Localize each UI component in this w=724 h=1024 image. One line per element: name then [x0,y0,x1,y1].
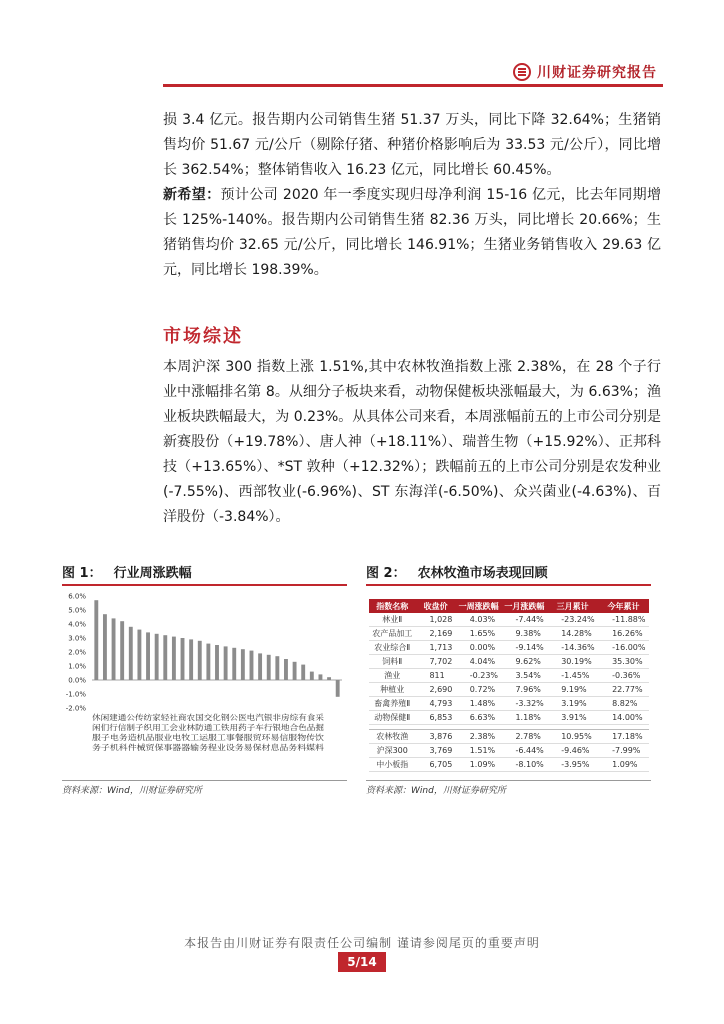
bar [172,637,176,680]
figure1-header [62,558,347,586]
bar [232,648,236,680]
value-cell: 7.96% [501,683,547,697]
bar [250,651,254,680]
value-cell: 14.00% [598,711,649,725]
bar [224,646,228,680]
header-rule [163,84,663,87]
table-row [369,711,649,725]
y-tick-label: -2.0% [65,704,86,713]
bar [241,649,245,680]
column-header: 三月累计 [547,599,598,613]
table-row [369,758,649,772]
table-row [369,697,649,711]
bar [198,641,202,680]
value-cell: -7.99% [598,744,649,758]
value-cell: 1.65% [456,627,502,641]
table-row [369,627,649,641]
value-cell: 30.19% [547,655,598,669]
value-cell: -23.24% [547,613,598,627]
y-tick-label: -1.0% [65,690,86,699]
industry-weekly-chart [62,588,347,778]
value-cell: -1.45% [547,669,598,683]
index-name-cell: 林业Ⅱ [369,613,415,627]
bar [293,662,297,680]
value-cell: 4,793 [415,697,455,711]
y-tick-label: 1.0% [68,662,86,671]
value-cell: 6,853 [415,711,455,725]
bar [215,645,219,680]
table-row [369,669,649,683]
value-cell: 6,705 [415,758,455,772]
value-cell: 8.82% [598,697,649,711]
bar [284,659,288,680]
value-cell: 9.62% [501,655,547,669]
bar [267,655,271,680]
value-cell: -6.44% [501,744,547,758]
value-cell: 22.77% [598,683,649,697]
value-cell: 1.48% [456,697,502,711]
value-cell: 35.30% [598,655,649,669]
figure1-title: 行业周涨跌幅 [113,565,192,581]
page-number: 5/14 [338,952,386,972]
bar [310,672,314,680]
table-row [369,683,649,697]
bar [258,653,262,680]
bar [163,635,167,680]
value-cell: 16.26% [598,627,649,641]
value-cell: 3.54% [501,669,547,683]
value-cell: 1.09% [598,758,649,772]
value-cell: 2.38% [456,730,502,744]
index-name-cell: 动物保健Ⅱ [369,711,415,725]
value-cell: -0.36% [598,669,649,683]
value-cell: 1.51% [456,744,502,758]
value-cell: -9.14% [501,641,547,655]
value-cell: 4.04% [456,655,502,669]
value-cell: -0.23% [456,669,502,683]
paragraph-2-text: 预计公司 2020 年一季度实现归母净利润 15-16 亿元，比去年同期增长 125%-140%。报告期内公司销售生猪 82.36 万头，同比增长 20.66%；生猪销售均价 32.65 元/公斤，同比增长 146.91%；生猪业务销售收入 29.63 亿元，同比增长 198.39%。 [163,187,662,278]
y-tick-label: 5.0% [68,606,86,615]
x-label-row: 闲们行信制子织用工会业林防通工铁用药子车行银地合色品掘 [92,723,324,732]
figure2-title: 农林牧渔市场表现回顾 [417,565,548,581]
bar [129,627,133,680]
paragraph-2 [163,183,661,283]
brand-name: 川财证券研究报告 [537,65,657,81]
bar [155,634,159,680]
table-row [369,730,649,744]
bar [206,644,210,680]
column-header: 一月涨跌幅 [501,599,547,613]
value-cell: 811 [415,669,455,683]
figure1-source: 资料来源：Wind，川财证券研究所 [62,786,202,796]
value-cell: 17.18% [598,730,649,744]
index-name-cell: 农业综合Ⅱ [369,641,415,655]
value-cell: -14.36% [547,641,598,655]
index-name-cell: 中小板指 [369,758,415,772]
y-tick-label: 3.0% [68,634,86,643]
column-header: 指数名称 [369,599,415,613]
value-cell: -11.88% [598,613,649,627]
value-cell: 3.19% [547,697,598,711]
value-cell: 3,876 [415,730,455,744]
value-cell: 1.18% [501,711,547,725]
index-name-cell: 种植业 [369,683,415,697]
value-cell: 1,028 [415,613,455,627]
index-name-cell: 农林牧渔 [369,730,415,744]
value-cell: 6.63% [456,711,502,725]
bar [146,632,150,680]
value-cell: 4.03% [456,613,502,627]
bar [112,618,116,680]
x-label-row: 休闲建通公传纺家轻社商农国交化钢公医电汽银非房综有食采 [92,713,324,722]
y-tick-label: 2.0% [68,648,86,657]
value-cell: 2,169 [415,627,455,641]
value-cell: -7.44% [501,613,547,627]
column-header: 一周涨跌幅 [456,599,502,613]
index-name-cell: 农产品加工 [369,627,415,641]
value-cell: -16.00% [598,641,649,655]
bar [181,638,185,680]
company-name: 新希望： [163,187,221,203]
value-cell: 3,769 [415,744,455,758]
value-cell: 10.95% [547,730,598,744]
bar [275,656,279,680]
value-cell: 0.00% [456,641,502,655]
table-row [369,744,649,758]
figure2-header [366,558,651,586]
bar [120,621,124,680]
paragraph-3: 本周沪深 300 指数上涨 1.51%,其中农林牧渔指数上涨 2.38%，在 28 个子行业中涨幅排名第 8。从细分子板块来看，动物保健板块涨幅最大，为 6.63%；渔业板块跌幅最大，为 0.23%。从具体公司来看，本周涨幅前五的上市公司分别是新赛股份（+19.78%）、唐人神（+18.11%）、瑞普生物（+15.92%）、正邦科技（+13.65%）、*ST 敦种（+12.32%）；跌幅前五的上市公司分别是农发种业(-7.55%)、西部牧业(-6.96%)、ST 东海洋(-6.50%)、众兴菌业(-4.63%)、百洋股份（-3.84%）。 [163,359,661,525]
figure2-source: 资料来源：Wind，川财证券研究所 [366,786,506,796]
table-header-row [369,599,649,613]
footer-disclaimer: 本报告由川财证券有限责任公司编制 谨请参阅尾页的重要声明 [184,936,540,950]
value-cell: 1,713 [415,641,455,655]
value-cell: 3.91% [547,711,598,725]
x-label-row: 务子机科件械贸保事器器输务程业设务易保材息品务料媒料 [92,743,325,752]
value-cell: 2.78% [501,730,547,744]
value-cell: -9.46% [547,744,598,758]
figure2-bottom-rule [366,780,651,781]
y-tick-label: 4.0% [68,620,86,629]
market-review-table [369,599,649,772]
table-row [369,655,649,669]
value-cell: 7,702 [415,655,455,669]
bar [336,680,340,697]
value-cell: 14.28% [547,627,598,641]
y-tick-label: 6.0% [68,592,86,601]
y-tick-label: 0.0% [68,676,86,685]
bar [103,614,107,680]
index-name-cell: 沪深300 [369,744,415,758]
value-cell: 9.19% [547,683,598,697]
value-cell: -8.10% [501,758,547,772]
figure1-bottom-rule [62,780,347,781]
value-cell: 2,690 [415,683,455,697]
bar [137,630,141,680]
table-row [369,641,649,655]
value-cell: 1.09% [456,758,502,772]
column-header: 收盘价 [415,599,455,613]
page-header [163,59,663,87]
bar [319,674,323,680]
column-header: 今年累计 [598,599,649,613]
paragraph-1: 损 3.4 亿元。报告期内公司销售生猪 51.37 万头，同比下降 32.64%；生猪销售均价 51.67 元/公斤（剔除仔猪、种猪价格影响后为 33.53 元/公斤），同比增长 362.54%；整体销售收入 16.23 亿元，同比增长 60.45%。 [163,112,661,178]
bar [94,600,98,680]
index-name-cell: 饲料Ⅱ [369,655,415,669]
value-cell: 0.72% [456,683,502,697]
bar [301,665,305,680]
figure1-number: 图 1： [62,565,102,581]
section-title: 市场综述 [163,326,243,347]
value-cell: -3.32% [501,697,547,711]
value-cell: -3.95% [547,758,598,772]
brand [513,62,657,82]
index-name-cell: 畜禽养殖Ⅱ [369,697,415,711]
company-logo-icon [513,63,531,81]
index-name-cell: 渔业 [369,669,415,683]
bar [327,677,331,680]
figure2-number: 图 2： [366,565,406,581]
value-cell: 9.38% [501,627,547,641]
x-label-row: 服子电务造机品服业电牧工运服工事餐服贸环易信服物传饮 [92,733,324,742]
table-row [369,613,649,627]
bar [189,639,193,680]
